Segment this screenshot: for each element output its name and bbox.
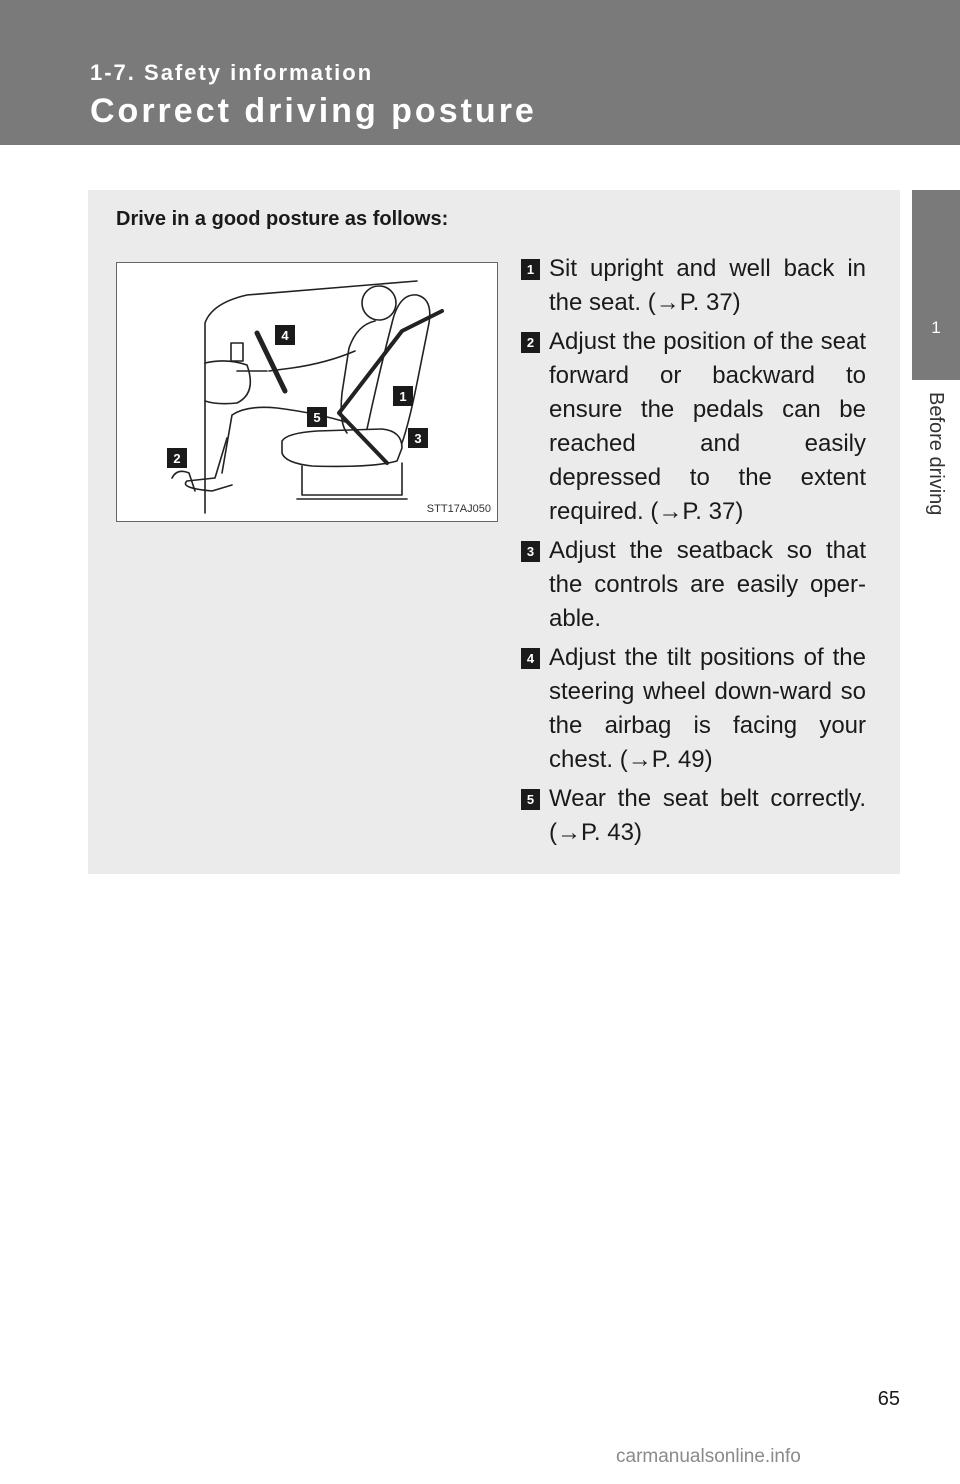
step-text: Adjust the tilt positions of the steering wheel down-ward so the airbag is facing your chest. (→P. 49)	[549, 644, 866, 773]
driver-arm	[269, 351, 355, 371]
section-label: 1-7. Safety information	[90, 60, 374, 85]
step-number-badge: 1	[521, 259, 540, 280]
step-item	[521, 782, 866, 850]
intro-text: Drive in a good posture as follows:	[116, 208, 449, 230]
step-number-badge: 2	[521, 332, 540, 353]
step-text: Adjust the seatback so that the controls are easily oper-able.	[549, 537, 866, 632]
step-number-badge: 5	[521, 789, 540, 810]
page-title: Correct driving posture	[90, 92, 537, 130]
watermark-link[interactable]: carmanualsonline.info	[616, 1446, 801, 1467]
chapter-tab[interactable]	[912, 190, 960, 380]
page-header	[0, 0, 960, 145]
driver-posture-drawing	[117, 263, 497, 521]
step-text: Wear the seat belt correctly. (→P. 43)	[549, 785, 866, 846]
dashboard-outline	[205, 281, 417, 513]
fig-badge-3-label: 3	[414, 431, 422, 446]
step-number-badge: 3	[521, 541, 540, 562]
step-item	[521, 534, 866, 636]
content-box	[88, 190, 900, 874]
chapter-label: Before driving	[925, 392, 947, 516]
driver-thigh	[222, 407, 349, 473]
step-text: Sit upright and well back in the seat. (→P. 37)	[549, 255, 866, 316]
posture-illustration	[116, 262, 498, 522]
step-number-badge: 4	[521, 648, 540, 669]
posture-steps	[521, 252, 866, 855]
seatback	[367, 295, 430, 443]
step-item	[521, 325, 866, 529]
seat-base	[302, 463, 402, 495]
instrument-panel	[205, 361, 250, 404]
page-number: 65	[877, 1388, 900, 1410]
fig-badge-2-label: 2	[173, 451, 181, 466]
fig-badge-1-label: 1	[399, 389, 407, 404]
fig-badge-4-label: 4	[281, 328, 289, 343]
step-text: Adjust the position of the seat forward or backward to ensure the pedals can be reached and easily depressed to the extent required. (→P. 37)	[549, 328, 866, 525]
chapter-number: 1	[931, 318, 941, 337]
fig-badge-5-label: 5	[313, 410, 321, 425]
step-item	[521, 641, 866, 777]
gauge-box	[231, 343, 243, 361]
driver-head	[362, 286, 396, 320]
step-item	[521, 252, 866, 320]
figure-code: STT17AJ050	[426, 503, 491, 515]
